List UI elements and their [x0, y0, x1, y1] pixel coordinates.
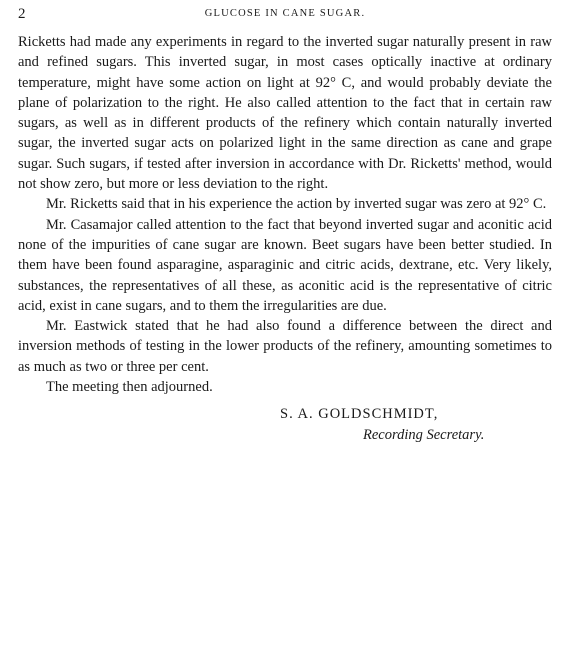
paragraph-continuation: Ricketts had made any experiments in regard to the inverted sugar naturally present in raw and refined sugars. This inverted sugar, in most cases optically inactive at ordinary temperature, might have some action on light at 92° C, and would probably deviate the plane of polarization to the right. He also called attention to the fact that in certain raw sugars, as well as in different products of the refinery which contain naturally inverted sugar, the inverted sugar acts on polarized light in the same direction as cane and grape sugar. Such sugars, if tested after inversion in accordance with Dr. Ricketts' method, would not show zero, but more or less deviation to the right.: [18, 34, 552, 193]
body-text: [18, 32, 552, 397]
paragraph-ricketts: Mr. Ricketts said that in his experience the action by inverted sugar was zero at 92° C.: [46, 196, 547, 213]
running-head: [18, 6, 552, 26]
paragraph-eastwick: Mr. Eastwick stated that he had also found a difference between the direct and inversion methods of testing in the lower products of the refinery, amounting sometimes to as much as two or three per cent.: [18, 318, 552, 375]
signature-name: S. A. GOLDSCHMIDT,: [280, 406, 439, 423]
signature-title: Recording Secretary.: [363, 427, 485, 444]
page-number: 2: [18, 6, 26, 22]
running-title: GLUCOSE IN CANE SUGAR.: [204, 8, 366, 19]
document-page: [18, 6, 552, 445]
paragraph-adjourned: The meeting then adjourned.: [46, 379, 213, 396]
paragraph-casamajor: Mr. Casamajor called attention to the fact that beyond inverted sugar and aconitic acid none of the impurities of cane sugar are known. Beet sugars have been better studied. In them have been found asparagine, asparaginic and citric acids, dextrane, etc. Very likely, substances, the representatives of all these, as aconitic acid is the representative of citric acid, exist in cane sugars, and to them the irregularities are due.: [18, 216, 552, 314]
